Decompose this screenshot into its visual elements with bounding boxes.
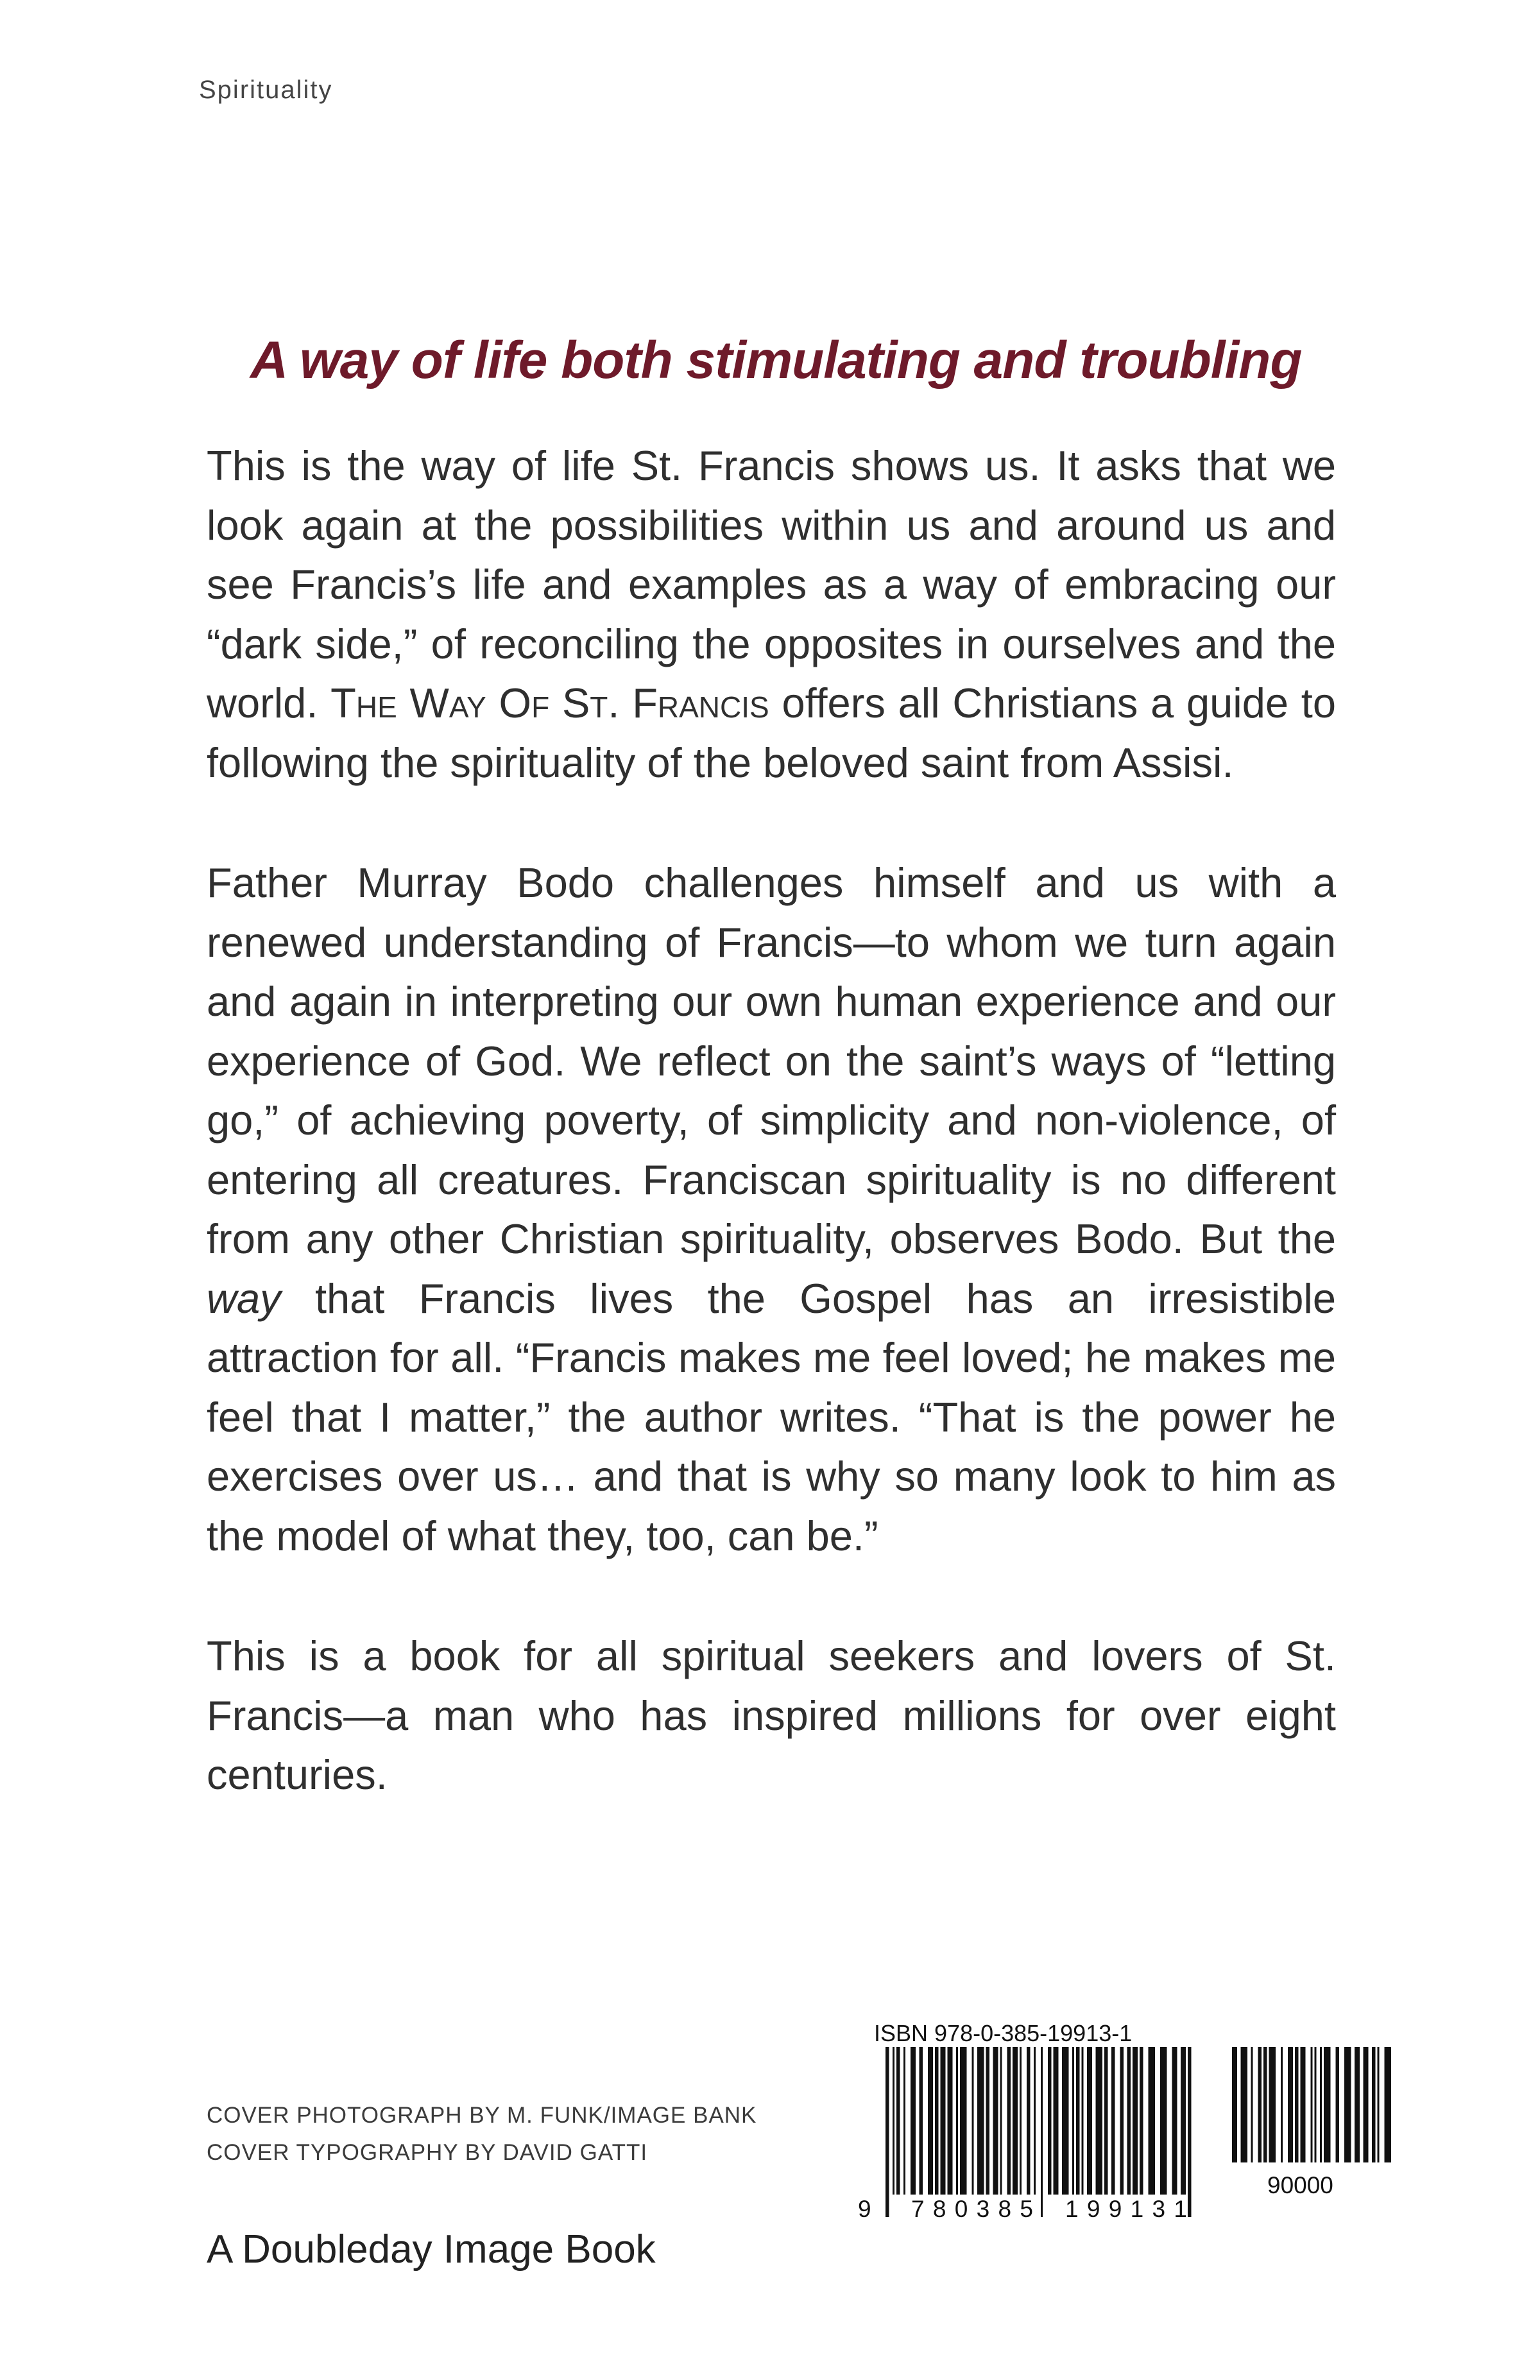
barcode-bar xyxy=(1054,2047,1059,2195)
barcode-bar xyxy=(1160,2047,1167,2195)
barcode-bar xyxy=(1232,2047,1237,2162)
barcode-bar xyxy=(1355,2047,1360,2162)
typography-credit: COVER TYPOGRAPHY BY DAVID GATTI xyxy=(207,2140,648,2165)
barcode-bar xyxy=(977,2047,984,2195)
barcode-bar xyxy=(1385,2047,1392,2162)
barcode-bar xyxy=(1127,2047,1131,2195)
barcode-addon-digits: 90000 xyxy=(1267,2172,1333,2198)
headline: A way of life both stimulating and troubling xyxy=(250,331,1302,390)
barcode-bar xyxy=(1096,2047,1103,2195)
barcode-bar xyxy=(935,2047,939,2195)
barcode-bar xyxy=(1013,2047,1018,2195)
barcode-bar xyxy=(928,2047,933,2195)
barcode-bar xyxy=(1007,2047,1011,2195)
publisher-imprint: A Doubleday Image Book xyxy=(207,2227,656,2272)
photo-credit: COVER PHOTOGRAPH BY M. FUNK/IMAGE BANK xyxy=(207,2103,757,2128)
barcode-bar xyxy=(941,2047,946,2195)
paragraph-2-text-a: Father Murray Bodo challenges himself and us with a renewed understanding of Francis—to whom we turn again and again in interpreting our own human experience and our experience of God. We reflect on the saint’s ways of “letting go,” of achieving poverty, of simplicity and non-violence, of entering all creatures. Franciscan spirituality is no different from any other Christian spirituality, observes Bodo. But the xyxy=(207,859,1336,1262)
barcode-bar xyxy=(956,2047,958,2195)
barcode-bar xyxy=(948,2047,953,2195)
barcode-bar xyxy=(1072,2047,1074,2195)
barcode-bar xyxy=(1336,2047,1340,2162)
barcode-bar xyxy=(1301,2047,1306,2162)
barcode-bar xyxy=(1104,2047,1108,2195)
barcode-bar xyxy=(1027,2047,1031,2195)
barcode-first-digit: 9 xyxy=(858,2196,871,2222)
barcode-bar xyxy=(1344,2047,1351,2162)
barcode-bar xyxy=(1364,2047,1369,2162)
barcode-bar xyxy=(1034,2047,1036,2195)
barcode-bar xyxy=(972,2047,974,2195)
barcode-bar xyxy=(1320,2047,1322,2162)
barcode-bar xyxy=(1188,2047,1192,2217)
barcode-bar xyxy=(1120,2047,1124,2195)
barcode-bar xyxy=(1311,2047,1313,2162)
barcode-bar xyxy=(1041,2047,1043,2217)
barcode-bar xyxy=(1288,2047,1293,2162)
barcode-bar xyxy=(1000,2047,1002,2195)
book-title: The Way Of St. Francis xyxy=(330,680,769,726)
barcode-bar xyxy=(886,2047,889,2217)
barcode-bar xyxy=(1133,2047,1138,2195)
barcode-bar xyxy=(911,2047,916,2195)
barcode-bar xyxy=(1263,2047,1267,2162)
barcode-bar xyxy=(1076,2047,1080,2195)
barcode-bar xyxy=(1251,2047,1253,2162)
barcode-bar xyxy=(1062,2047,1069,2195)
barcode-bar xyxy=(896,2047,900,2195)
barcode-bar xyxy=(1269,2047,1276,2162)
paragraph-1-text-b: offers all Christians a guide to following the spirituality of the beloved saint from Assisi. xyxy=(207,680,1336,786)
isbn-label: ISBN 978-0-385-19913-1 xyxy=(874,2020,1133,2046)
barcode-bar xyxy=(1241,2047,1248,2162)
barcode-left-digits: 780385 xyxy=(911,2196,1033,2222)
barcode-bar xyxy=(903,2047,905,2195)
barcode-addon-bars xyxy=(1232,2047,1391,2162)
barcode-bar xyxy=(1020,2047,1022,2195)
barcode-bar xyxy=(1082,2047,1084,2195)
barcode-bar xyxy=(1172,2047,1177,2195)
barcode-right-digits: 199131 xyxy=(1065,2196,1187,2222)
barcode-bar xyxy=(1087,2047,1092,2195)
barcode-bar xyxy=(1378,2047,1380,2162)
barcode-bar xyxy=(1140,2047,1143,2195)
barcode-bar xyxy=(1295,2047,1299,2162)
barcode-bar xyxy=(1372,2047,1376,2162)
barcode-bar xyxy=(893,2047,894,2195)
barcode-bar xyxy=(1315,2047,1317,2162)
barcode-bar xyxy=(1281,2047,1283,2162)
barcode-bar xyxy=(1258,2047,1262,2162)
barcode-bar xyxy=(1149,2047,1156,2195)
barcode-main-bars xyxy=(886,2047,1192,2217)
paragraph-3: This is a book for all spiritual seekers and lovers of St. Francis—a man who has inspired millions for over eight centuries. xyxy=(207,1632,1336,1798)
barcode-bar xyxy=(1048,2047,1052,2195)
barcode-bar xyxy=(1111,2047,1115,2195)
paragraph-2-emphasis: way xyxy=(207,1274,281,1322)
barcode-bar xyxy=(993,2047,998,2195)
barcode-bar xyxy=(986,2047,990,2195)
paragraph-1-text-a: This is the way of life St. Francis shows us. It asks that we look again at the possibilities within us and around us and see Francis’s life and examples as a way of embracing our “dark side,” of reconciling the opposites in ourselves and the world. xyxy=(207,442,1336,726)
barcode-bar xyxy=(960,2047,967,2195)
barcode-bar xyxy=(920,2047,923,2195)
paragraph-2-text-b: that Francis lives the Gospel has an irresistible attraction for all. “Francis makes me feel loved; he makes me feel that I matter,” the author writes. “That is the power he exercises over us… and that is why so many look to him as the model of what they, too, can be.” xyxy=(207,1274,1336,1559)
category-label: Spirituality xyxy=(199,76,333,104)
barcode-bar xyxy=(1181,2047,1186,2195)
barcode-bar xyxy=(1324,2047,1331,2162)
